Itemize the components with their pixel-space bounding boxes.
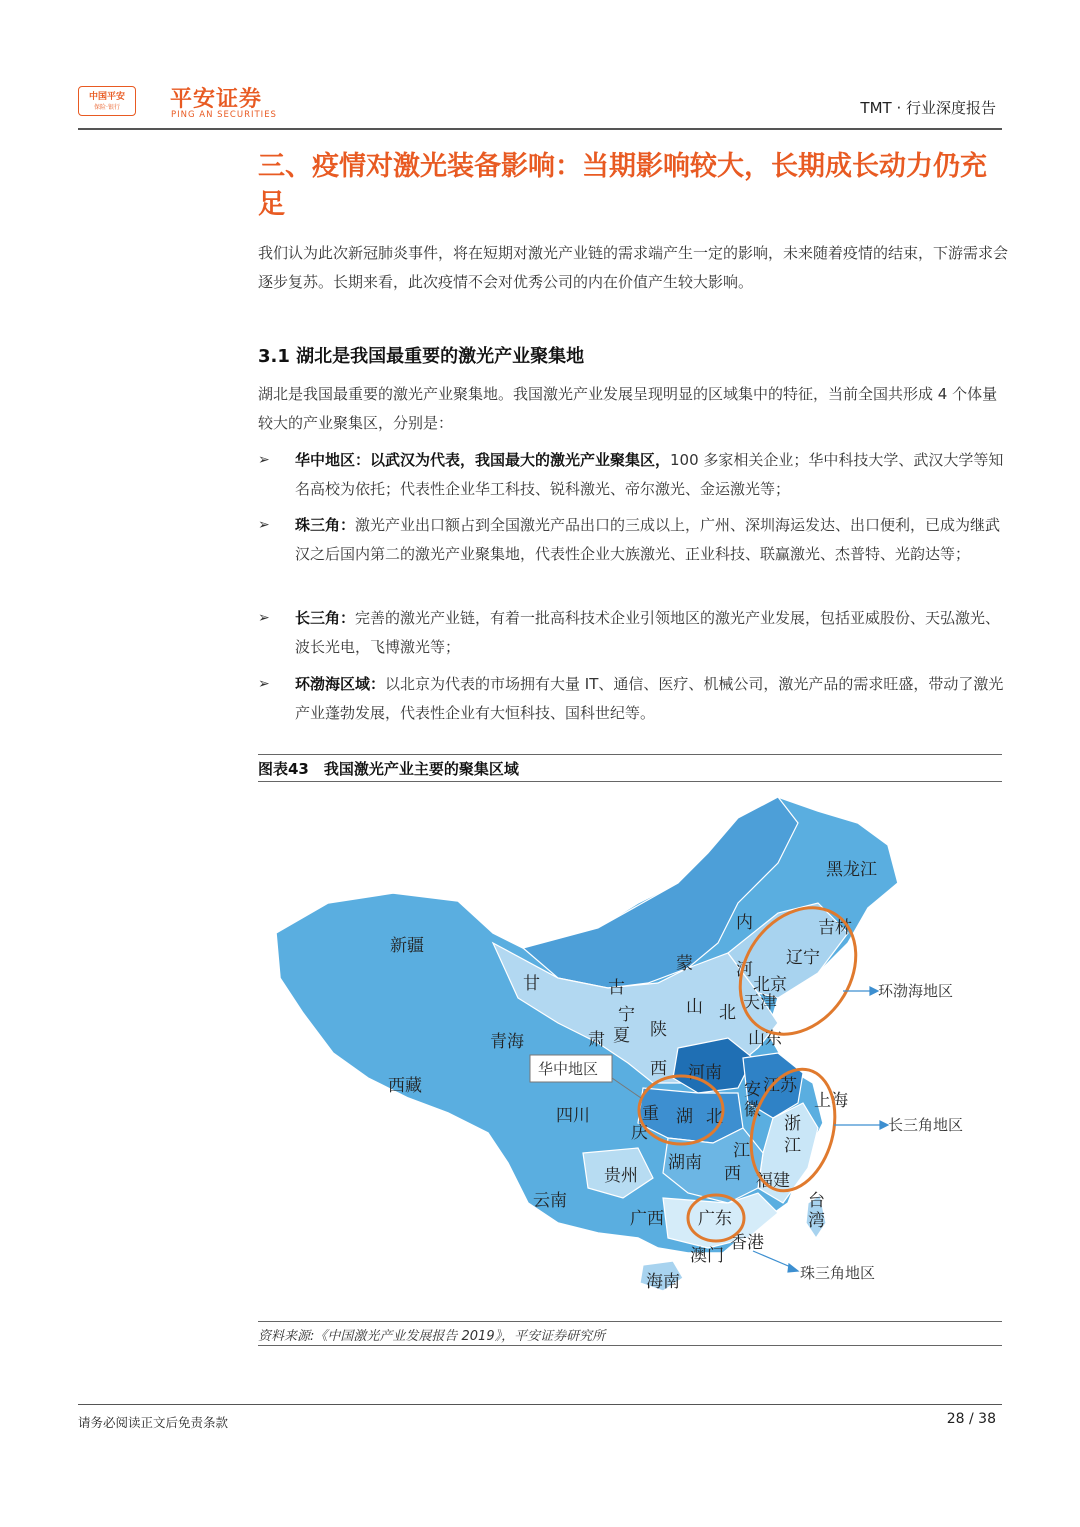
bullet-text: 100 多家相关企业；华中科技大学、武汉大学等知名高校为依托；代表性企业华工科技、锐科激光、帝尔激光、金运激光等； bbox=[295, 451, 1004, 498]
page-number: 28 / 38 bbox=[946, 1411, 996, 1427]
province-label: 蒙 bbox=[676, 954, 693, 974]
subsection-title: 3.1 湖北是我国最重要的激光产业聚集地 bbox=[258, 346, 585, 367]
province-label: 吉林 bbox=[818, 918, 852, 938]
province-label: 西 bbox=[650, 1059, 667, 1079]
province-label: 山 bbox=[686, 997, 703, 1017]
figure-rule-source bbox=[258, 1345, 1002, 1346]
logo-line1: 中国平安 bbox=[88, 92, 125, 102]
province-label: 澳门 bbox=[690, 1246, 724, 1266]
province-label: 江 bbox=[784, 1136, 801, 1156]
bullet-lead: 珠三角： bbox=[295, 516, 356, 534]
bullet-lead: 环渤海区域： bbox=[295, 675, 386, 693]
cluster-label-central: 华中地区 bbox=[538, 1060, 599, 1078]
figure-rule-top bbox=[258, 754, 1002, 755]
province-label: 甘 bbox=[523, 974, 540, 994]
province-label: 陕 bbox=[650, 1020, 667, 1040]
province-label: 广东 bbox=[698, 1209, 732, 1229]
province-label: 河南 bbox=[688, 1063, 722, 1083]
province-label: 西 bbox=[724, 1164, 741, 1184]
bullet-item bbox=[258, 511, 1008, 569]
footer-divider bbox=[78, 1404, 1002, 1405]
province-label: 江 bbox=[733, 1141, 750, 1161]
province-label: 天津 bbox=[743, 993, 777, 1013]
cluster-label-yangtze: 长三角地区 bbox=[888, 1116, 964, 1134]
logo-line2: 保险·银行 bbox=[94, 104, 120, 111]
figure-source: 资料来源:《中国激光产业发展报告 2019》，平安证券研究所 bbox=[258, 1329, 606, 1344]
brand-name-en: PING AN SECURITIES bbox=[171, 110, 277, 120]
arrow-bullet-icon: ➢ bbox=[258, 452, 270, 468]
province-label: 青海 bbox=[490, 1032, 524, 1052]
province-label: 云南 bbox=[533, 1191, 567, 1211]
bullet-item bbox=[258, 670, 1008, 728]
sub-intro-paragraph: 湖北是我国最重要的激光产业聚集地。我国激光产业发展呈现明显的区域集中的特征，当前全国共形成 4 个体量较大的产业聚集区，分别是： bbox=[258, 385, 998, 432]
china-laser-cluster-map bbox=[258, 783, 1002, 1320]
figure-rule-mid bbox=[258, 781, 1002, 782]
province-label: 庆 bbox=[631, 1123, 648, 1143]
map-svg bbox=[258, 783, 1002, 1320]
province-label: 宁 bbox=[618, 1005, 635, 1025]
arrow-bullet-icon: ➢ bbox=[258, 676, 270, 692]
province-label: 贵州 bbox=[604, 1166, 638, 1186]
figure-rule-bottom bbox=[258, 1321, 1002, 1322]
bullet-text: 完善的激光产业链，有着一批高科技术企业引领地区的激光产业发展，包括亚威股份、天弘激光、波长光电，飞博激光等； bbox=[295, 609, 1001, 656]
province-label: 北 bbox=[706, 1107, 723, 1127]
bullet-text: 激光产业出口额占到全国激光产品出口的三成以上，广州、深圳海运发达、出口便利，已成为继武汉之后国内第二的激光产业聚集地，代表性企业大族激光、正业科技、联赢激光、杰普特、光韵达等； bbox=[295, 516, 1001, 563]
bullet-lead: 华中地区：以武汉为代表，我国最大的激光产业聚集区， bbox=[295, 451, 671, 469]
bullet-text: 以北京为代表的市场拥有大量 IT、通信、医疗、机械公司，激光产品的需求旺盛，带动了激光产业蓬勃发展，代表性企业有大恒科技、国科世纪等。 bbox=[295, 675, 1004, 722]
province-label: 海南 bbox=[646, 1272, 680, 1292]
province-label: 新疆 bbox=[390, 936, 424, 956]
intro-paragraph: 我们认为此次新冠肺炎事件，将在短期对激光产业链的需求端产生一定的影响，未来随着疫情的结束，下游需求会逐步复苏。长期来看，此次疫情不会对优秀公司的内在价值产生较大影响。 bbox=[258, 244, 1009, 291]
province-label: 徽 bbox=[744, 1100, 761, 1120]
province-label: 江苏 bbox=[763, 1076, 797, 1096]
province-label: 湖 bbox=[676, 1107, 693, 1127]
province-label: 安 bbox=[744, 1080, 761, 1100]
province-label: 上海 bbox=[814, 1091, 848, 1111]
province-label: 河 bbox=[736, 960, 753, 980]
disclaimer-note: 请务必阅读正文后免责条款 bbox=[78, 1415, 229, 1430]
province-label: 黑龙江 bbox=[826, 860, 877, 880]
brand-name-cn: 平安证券 bbox=[170, 87, 263, 112]
province-label: 北 bbox=[719, 1003, 736, 1023]
figure-caption: 图表43 我国激光产业主要的聚集区域 bbox=[258, 760, 519, 778]
cluster-label-bohai: 环渤海地区 bbox=[878, 982, 954, 1000]
province-label: 浙 bbox=[784, 1114, 801, 1134]
province-label: 古 bbox=[608, 978, 625, 998]
arrow-bullet-icon: ➢ bbox=[258, 517, 270, 533]
bullet-item bbox=[258, 446, 1008, 504]
province-label: 肃 bbox=[588, 1030, 605, 1050]
province-label: 辽宁 bbox=[786, 948, 820, 968]
province-label: 福建 bbox=[756, 1171, 790, 1191]
pingan-logo bbox=[78, 86, 136, 116]
province-label: 香港 bbox=[730, 1233, 764, 1253]
section-title: 三、疫情对激光装备影响：当期影响较大，长期成长动力仍充足 bbox=[258, 151, 987, 220]
province-label: 西藏 bbox=[388, 1076, 422, 1096]
province-label: 山东 bbox=[748, 1029, 782, 1049]
province-label: 内 bbox=[736, 913, 753, 933]
province-label: 四川 bbox=[556, 1106, 590, 1126]
province-label: 台 bbox=[808, 1191, 825, 1211]
bullet-lead: 长三角： bbox=[295, 609, 356, 627]
province-label: 广西 bbox=[630, 1209, 664, 1229]
arrow-bullet-icon: ➢ bbox=[258, 610, 270, 626]
report-type: TMT · 行业深度报告 bbox=[860, 99, 996, 117]
province-label: 夏 bbox=[613, 1026, 630, 1046]
province-label: 湖南 bbox=[668, 1153, 702, 1173]
header-divider bbox=[78, 128, 1002, 130]
province-label: 重 bbox=[642, 1104, 659, 1124]
province-label: 湾 bbox=[808, 1211, 825, 1231]
bullet-item bbox=[258, 604, 1008, 662]
province-label: 北京 bbox=[753, 975, 787, 995]
cluster-label-pearl: 珠三角地区 bbox=[800, 1264, 876, 1282]
